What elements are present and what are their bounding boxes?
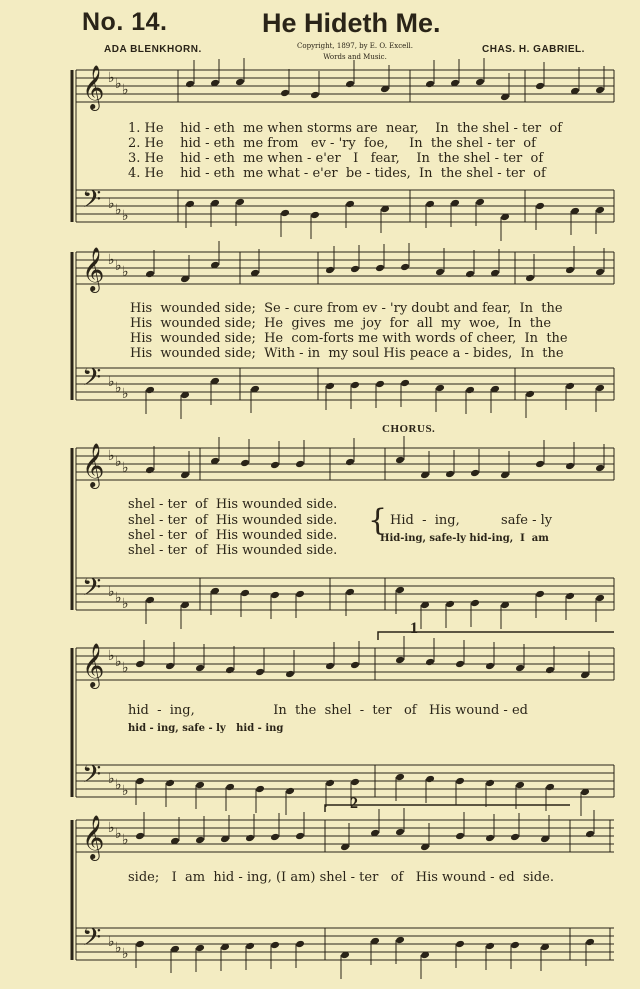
system-2-flat: ♭ — [122, 264, 129, 280]
system-3-bass-note-head — [295, 590, 305, 599]
verse-2-line-1: 2. He hid - eth me from ev - 'ry foe, In the shel - ter of — [128, 136, 536, 151]
system-2-treble-note-head — [375, 264, 385, 273]
system-4-flat: ♭ — [115, 777, 122, 793]
system-1-flat: ♭ — [115, 76, 122, 92]
system-1-bass-note-head — [185, 200, 195, 209]
system-5-bass-note-head — [585, 938, 595, 947]
system-4-bass-note-head — [225, 783, 235, 792]
verse-3-line-1: 3. He hid - eth me when - e'er I fear, In the shel - ter of — [128, 151, 544, 166]
system-4-flat: ♭ — [108, 771, 115, 787]
system-1-bass-note-head — [535, 202, 545, 211]
system-4-flat: ♭ — [122, 783, 129, 799]
system-1-treble-note-head — [235, 78, 245, 87]
system-1-bass-clef: 𝄢 — [82, 185, 102, 220]
system-2-bass-note-head — [435, 384, 445, 393]
system-3-flat: ♭ — [108, 448, 115, 464]
system-4-bass-note-head — [325, 779, 335, 788]
second-ending-bracket — [325, 805, 570, 812]
system-2-treble-note-head — [325, 266, 335, 275]
system-3-treble-note-head — [295, 460, 305, 469]
system-5-treble-note-head — [195, 836, 205, 845]
system-2-flat: ♭ — [108, 374, 115, 390]
system-1-bass-note-head — [310, 211, 320, 220]
system-5-treble-note-head — [295, 832, 305, 841]
system-2-treble-note-head — [525, 274, 535, 283]
system-5-bass-note-head — [455, 940, 465, 949]
verse-1-line-1: 1. He hid - eth me when storms are near, In the shel - ter of — [128, 121, 563, 136]
system-5-bass-note-head — [135, 940, 145, 949]
system-3-bass-note-head — [595, 594, 605, 603]
system-5-treble-note-head — [585, 830, 595, 839]
chorus-lyric-upper: hid - ing, In the shel - ter of His wound - ed — [128, 703, 528, 718]
system-1-treble-note-head — [535, 82, 545, 91]
system-4-bass-note-head — [485, 779, 495, 788]
system-3-flat: ♭ — [108, 584, 115, 600]
system-4-treble-note-head — [425, 658, 435, 667]
system-3-treble-note-head — [345, 458, 355, 467]
system-4-treble-note-head — [515, 664, 525, 673]
system-2-bass-note-head — [400, 379, 410, 388]
system-1-bass-note-head — [280, 209, 290, 218]
chorus-lyric-lower: hid - ing, safe - ly hid - ing — [128, 723, 284, 734]
system-4-treble-clef: 𝄞 — [82, 643, 105, 687]
system-3-treble-note-head — [535, 460, 545, 469]
system-5-bass-note-head — [245, 942, 255, 951]
system-3-treble-note-head — [270, 461, 280, 470]
system-4-treble-note-head — [350, 661, 360, 670]
system-4-treble-note-head — [325, 662, 335, 671]
system-1-treble-note-head — [425, 80, 435, 89]
system-4-bass-note-head — [455, 777, 465, 786]
verse-1-line-2: His wounded side; Se - cure from ev - 'ry doubt and fear, In the — [130, 301, 563, 316]
system-1-bass-note-head — [475, 198, 485, 207]
system-4-bass-note-head — [515, 781, 525, 790]
system-4-treble-note-head — [255, 668, 265, 677]
system-2-treble-clef: 𝄞 — [82, 247, 105, 291]
system-4-treble-note-head — [545, 666, 555, 675]
system-3-treble-clef: 𝄞 — [82, 443, 105, 487]
hymn-number: No. 14. — [82, 8, 168, 36]
system-3-flat: ♭ — [115, 454, 122, 470]
system-4-flat: ♭ — [122, 660, 129, 676]
system-1-treble-note-head — [310, 91, 320, 100]
system-1-bass-note-head — [345, 200, 355, 209]
system-1-flat: ♭ — [108, 196, 115, 212]
system-3-treble-note-head — [240, 459, 250, 468]
system-4-bass-note-head — [285, 787, 295, 796]
verse-brace: { — [368, 503, 388, 538]
system-3-bass-note-head — [445, 600, 455, 609]
copyright-line: Copyright, 1897, by E. O. Excell. — [297, 42, 413, 50]
system-1-treble-note-head — [185, 80, 195, 89]
system-2-bass-note-head — [325, 382, 335, 391]
system-5-bass-clef: 𝄢 — [82, 923, 102, 958]
system-2-bass-note-head — [465, 386, 475, 395]
composer-credit: CHAS. H. GABRIEL. — [482, 44, 585, 55]
system-2-flat: ♭ — [115, 258, 122, 274]
system-3-bass-clef: 𝄢 — [82, 573, 102, 608]
system-4-bass-note-head — [395, 773, 405, 782]
system-4-bass-note-head — [255, 785, 265, 794]
system-4-treble-note-head — [485, 662, 495, 671]
system-5-treble-clef: 𝄞 — [82, 815, 105, 859]
system-1-flat: ♭ — [108, 70, 115, 86]
system-4-treble-note-head — [135, 660, 145, 669]
copyright-subline: Words and Music. — [323, 53, 387, 61]
system-3-bass-note-head — [270, 591, 280, 600]
system-4-treble-note-head — [225, 666, 235, 675]
verse-3-line-3: shel - ter of His wounded side. — [128, 528, 338, 543]
system-2-flat: ♭ — [108, 252, 115, 268]
verse-2-line-2: His wounded side; He gives me joy for all my woe, In the — [130, 316, 552, 331]
system-2-treble-note-head — [145, 270, 155, 279]
system-4-bass-note-head — [545, 783, 555, 792]
system-4-flat: ♭ — [108, 648, 115, 664]
system-3-flat: ♭ — [122, 460, 129, 476]
system-1-treble-clef: 𝄞 — [82, 65, 105, 109]
system-2-treble-note-head — [595, 268, 605, 277]
second-ending-mark: 2 — [350, 795, 358, 812]
verse-3-line-2: His wounded side; He com-forts me with words of cheer, In the — [130, 331, 568, 346]
system-3-bass-note-head — [345, 588, 355, 597]
system-1-bass-note-head — [425, 200, 435, 209]
system-5-treble-note-head — [510, 833, 520, 842]
lyricist-credit: ADA BLENKHORN. — [104, 44, 202, 55]
system-1-treble-note-head — [280, 89, 290, 98]
system-3-bass-note-head — [565, 592, 575, 601]
system-4-bass-note-head — [135, 777, 145, 786]
system-2-treble-note-head — [350, 265, 360, 274]
system-5-bass-note-head — [295, 940, 305, 949]
system-3-treble-note-head — [595, 464, 605, 473]
system-5-treble-note-head — [135, 832, 145, 841]
system-3-bass-note-head — [470, 599, 480, 608]
verse-2-line-3: shel - ter of His wounded side. — [128, 513, 338, 528]
system-3-bass-note-head — [240, 589, 250, 598]
system-3-treble-note-head — [470, 469, 480, 478]
system-4-bass-clef: 𝄢 — [82, 760, 102, 795]
system-5-flat: ♭ — [115, 826, 122, 842]
system-5-flat: ♭ — [122, 946, 129, 962]
system-4-treble-note-head — [455, 660, 465, 669]
system-1-bass-note-head — [235, 198, 245, 207]
system-2-treble-note-head — [465, 270, 475, 279]
system-2-treble-note-head — [565, 266, 575, 275]
system-4-treble-note-head — [285, 670, 295, 679]
system-3-treble-note-head — [145, 466, 155, 475]
system-4-bass-note-head — [425, 775, 435, 784]
system-5-treble-note-head — [270, 833, 280, 842]
system-5-bass-note-head — [485, 942, 495, 951]
system-1-flat: ♭ — [122, 82, 129, 98]
system-2-treble-note-head — [400, 263, 410, 272]
system-5-bass-note-head — [395, 936, 405, 945]
verse-4-line-3: shel - ter of His wounded side. — [128, 543, 338, 558]
system-4-treble-note-head — [195, 664, 205, 673]
system-5-flat: ♭ — [108, 934, 115, 950]
system-5-treble-note-head — [245, 834, 255, 843]
system-1-flat: ♭ — [115, 202, 122, 218]
system-1-treble-note-head — [475, 78, 485, 87]
system-5-flat: ♭ — [115, 940, 122, 956]
system-2-flat: ♭ — [115, 380, 122, 396]
system-2-bass-note-head — [525, 390, 535, 399]
system-2-bass-clef: 𝄢 — [82, 363, 102, 398]
system-5-treble-note-head — [395, 828, 405, 837]
system-3-treble-note-head — [445, 470, 455, 479]
chorus-bass-lyric: Hid-ing, safe-ly hid-ing, I am — [380, 533, 549, 544]
chorus-soprano-lyric: Hid - ing, safe - ly — [390, 513, 553, 528]
first-ending-mark: 1 — [410, 620, 418, 637]
chorus-label: CHORUS. — [382, 423, 436, 435]
system-3-bass-note-head — [395, 586, 405, 595]
system-3-bass-note-head — [145, 596, 155, 605]
system-4-treble-note-head — [165, 662, 175, 671]
system-5-bass-note-head — [270, 941, 280, 950]
verse-4-line-2: His wounded side; With - in my soul His peace a - bides, In the — [130, 346, 564, 361]
system-2-bass-note-head — [595, 384, 605, 393]
system-2-flat: ♭ — [122, 386, 129, 402]
verse-4-line-1: 4. He hid - eth me what - e'er be - tides, In the shel - ter of — [128, 166, 546, 181]
system-5-treble-note-head — [455, 832, 465, 841]
system-1-treble-note-head — [595, 86, 605, 95]
system-4-bass-note-head — [195, 781, 205, 790]
system-2-bass-note-head — [145, 386, 155, 395]
system-4-bass-note-head — [350, 778, 360, 787]
system-5-flat: ♭ — [108, 820, 115, 836]
system-4-flat: ♭ — [115, 654, 122, 670]
system-1-flat: ♭ — [122, 208, 129, 224]
system-5-flat: ♭ — [122, 832, 129, 848]
system-3-flat: ♭ — [122, 596, 129, 612]
system-3-bass-note-head — [535, 590, 545, 599]
system-2-bass-note-head — [350, 381, 360, 390]
final-chorus-lyric: side; I am hid - ing, (I am) shel - ter of His wound - ed side. — [128, 870, 554, 885]
system-5-bass-note-head — [510, 941, 520, 950]
system-1-treble-note-head — [345, 80, 355, 89]
system-2-treble-note-head — [435, 268, 445, 277]
system-4-treble-note-head — [395, 656, 405, 665]
system-3-treble-note-head — [395, 456, 405, 465]
system-5-bass-note-head — [195, 944, 205, 953]
system-4-bass-note-head — [165, 779, 175, 788]
verse-1-line-3: shel - ter of His wounded side. — [128, 497, 338, 512]
system-3-flat: ♭ — [115, 590, 122, 606]
system-5-treble-note-head — [485, 834, 495, 843]
system-2-bass-note-head — [565, 382, 575, 391]
system-3-treble-note-head — [565, 462, 575, 471]
system-1-bass-note-head — [595, 206, 605, 215]
hymn-title: He Hideth Me. — [262, 8, 441, 38]
system-2-bass-note-head — [375, 380, 385, 389]
